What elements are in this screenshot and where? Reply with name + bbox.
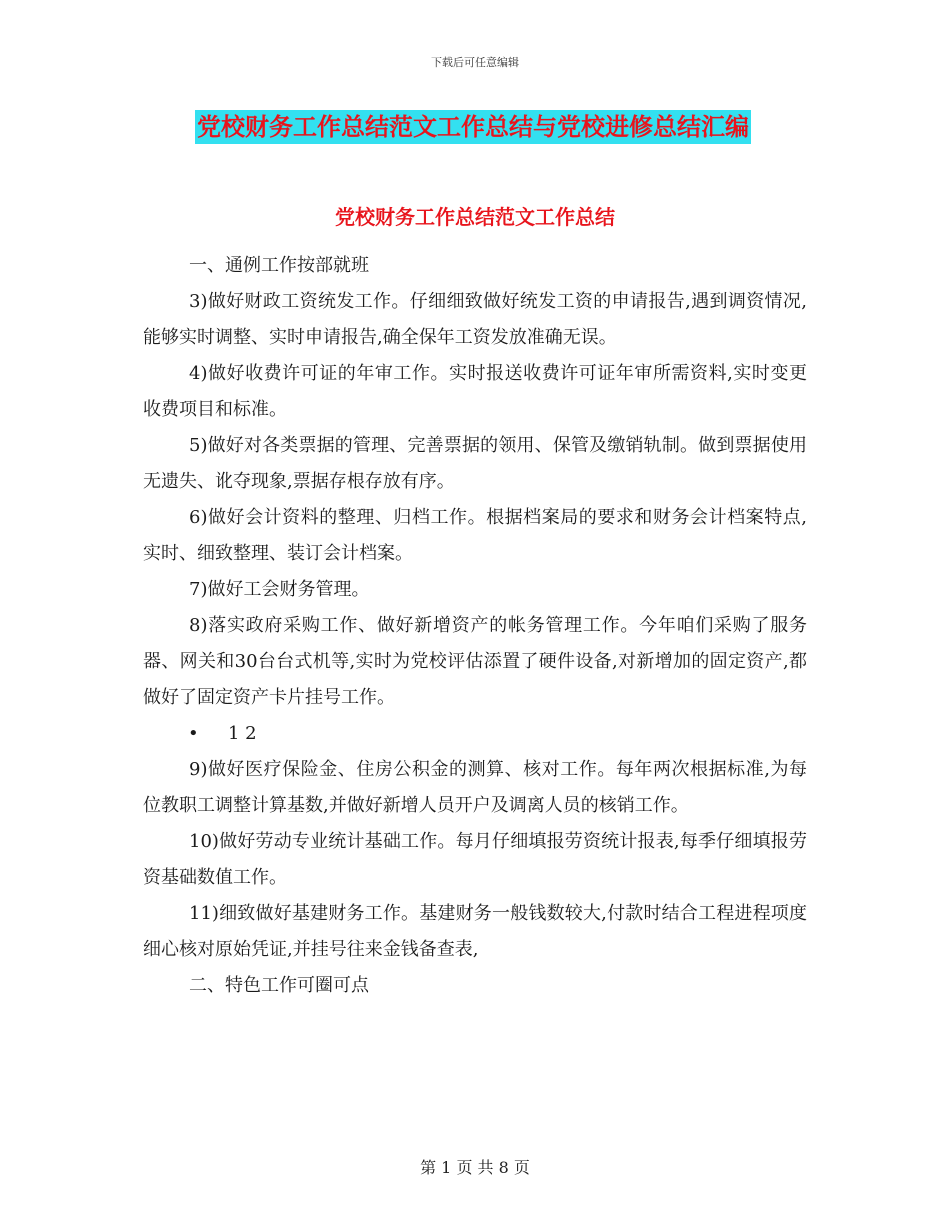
bullet-line — [143, 716, 807, 752]
paragraph-item-9: 9)做好医疗保险金、住房公积金的测算、核对工作。每年两次根据标准,为每位教职工调整计算基数,并做好新增人员开户及调离人员的核销工作。 — [143, 759, 807, 816]
section-heading-2: 二、特色工作可圈可点 — [189, 975, 369, 996]
paragraph-item-3: 3)做好财政工资统发工作。仔细细致做好统发工资的申请报告,遇到调资情况,能够实时调整、实时申请报告,确全保年工资发放准确无误。 — [143, 291, 807, 348]
paragraph-item-6: 6)做好会计资料的整理、归档工作。根据档案局的要求和财务会计档案特点,实时、细致整理、装订会计档案。 — [143, 507, 807, 564]
main-title: 党校财务工作总结范文工作总结与党校进修总结汇编 — [195, 110, 751, 144]
header-note: 下载后可任意编辑 — [431, 56, 519, 69]
paragraph-item-10: 10)做好劳动专业统计基础工作。每月仔细填报劳资统计报表,每季仔细填报劳资基础数值工作。 — [143, 831, 807, 888]
sub-title: 党校财务工作总结范文工作总结 — [335, 205, 615, 229]
paragraph-item-11: 11)细致做好基建财务工作。基建财务一般钱数较大,付款时结合工程进程项度细心核对原始凭证,并挂号往来金钱备查表, — [143, 903, 807, 960]
paragraph-item-4: 4)做好收费许可证的年审工作。实时报送收费许可证年审所需资料,实时变更收费项目和标准。 — [143, 363, 807, 420]
section-heading-1: 一、通例工作按部就班 — [189, 255, 369, 276]
bullet-text: 1 2 — [228, 723, 257, 744]
document-body — [143, 248, 807, 1004]
paragraph-item-8: 8)落实政府采购工作、做好新增资产的帐务管理工作。今年咱们采购了服务器、网关和30台台式机等,实时为党校评估添置了硬件设备,对新增加的固定资产,都做好了固定资产卡片挂号工作。 — [143, 615, 807, 708]
page-footer: 第 1 页 共 8 页 — [420, 1158, 530, 1177]
bullet-dot: • — [188, 723, 199, 744]
paragraph-item-7: 7)做好工会财务管理。 — [189, 579, 370, 600]
paragraph-item-5: 5)做好对各类票据的管理、完善票据的领用、保管及缴销轨制。做到票据使用无遗失、讹夺现象,票据存根存放有序。 — [143, 435, 807, 492]
